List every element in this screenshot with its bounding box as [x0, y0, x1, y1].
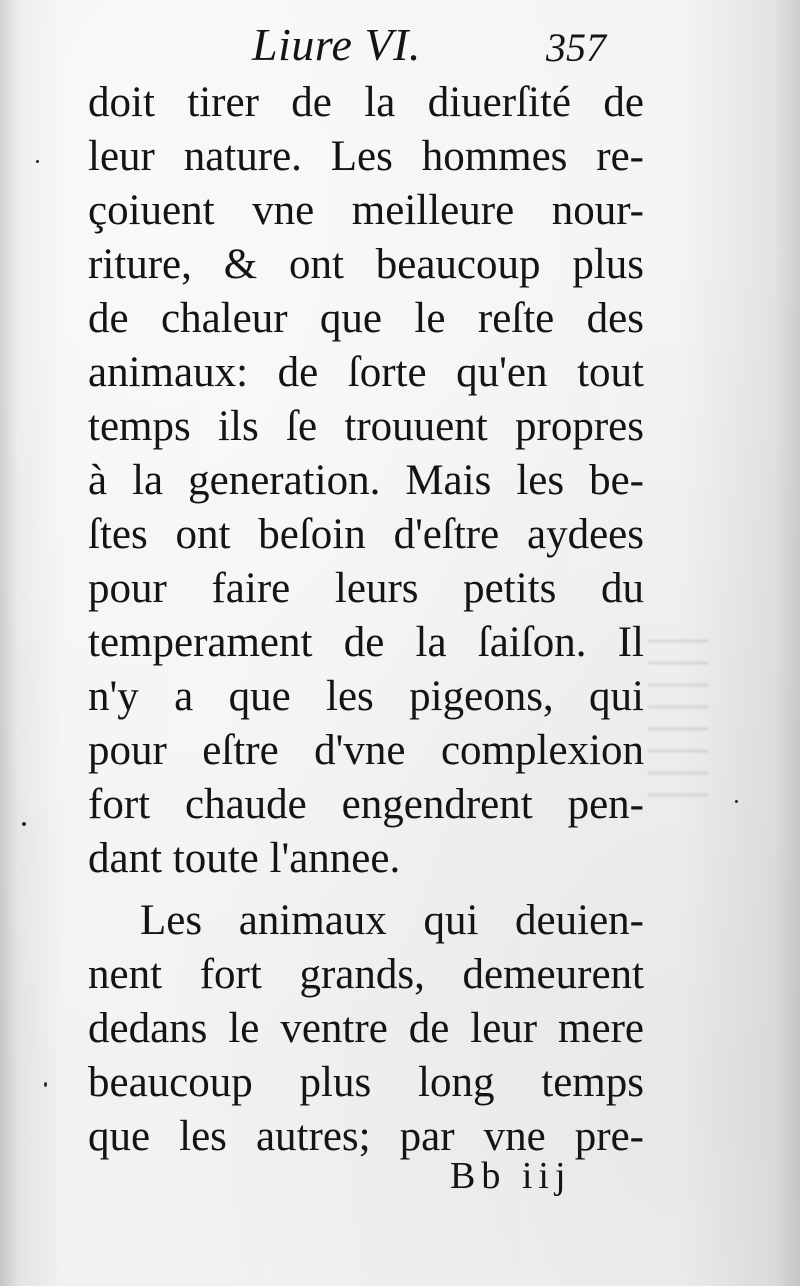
running-head-title: Liure VI.: [252, 19, 421, 70]
text-line: temps ils ſe trouuent propres: [88, 403, 644, 450]
ink-speck: [22, 822, 26, 826]
text-line: animaux: de ſorte qu'en tout: [88, 349, 644, 396]
text-line: riture, & ont beaucoup plus: [88, 241, 644, 288]
text-line: nent fort grands, demeurent: [88, 951, 644, 998]
text-line: pour eſtre d'vne complexion: [88, 727, 644, 774]
text-line: Les animaux qui deuien-: [140, 897, 644, 944]
ink-speck: [735, 800, 738, 803]
paragraph: [88, 894, 644, 1164]
text-line: fort chaude engendrent pen-: [88, 781, 644, 828]
page-number: 357: [546, 25, 606, 70]
page-edge-shadow-right: [774, 0, 800, 1286]
text-line: à la generation. Mais les be-: [88, 457, 644, 504]
text-line: doit tirer de la diuerſité de: [88, 79, 644, 126]
page-edge-shadow-left: [0, 0, 18, 1286]
ink-speck: [44, 1082, 47, 1087]
text-line: beaucoup plus long temps: [88, 1059, 644, 1106]
signature-mark: Bb iij: [450, 1155, 572, 1197]
text-line: temperament de la ſaiſon. Il: [88, 619, 644, 666]
body-text: [88, 76, 644, 1164]
text-line: çoiuent vne meilleure nour-: [88, 187, 644, 234]
ink-speck: [36, 160, 39, 163]
paragraph-gap: [88, 886, 644, 894]
show-through-text: [648, 640, 708, 810]
text-line: dedans le ventre de leur mere: [88, 1005, 644, 1052]
text-line: dant toute l'annee.: [88, 835, 401, 882]
text-line: de chaleur que le reſte des: [88, 295, 644, 342]
text-line: n'y a que les pigeons, qui: [88, 673, 644, 720]
text-line: leur nature. Les hommes re-: [88, 133, 644, 180]
running-head: [0, 14, 800, 72]
paragraph: [88, 76, 644, 886]
text-line: ſtes ont beſoin d'eſtre aydees: [88, 511, 644, 558]
text-line: que les autres; par vne pre-: [88, 1113, 644, 1160]
text-line: pour faire leurs petits du: [88, 565, 644, 612]
